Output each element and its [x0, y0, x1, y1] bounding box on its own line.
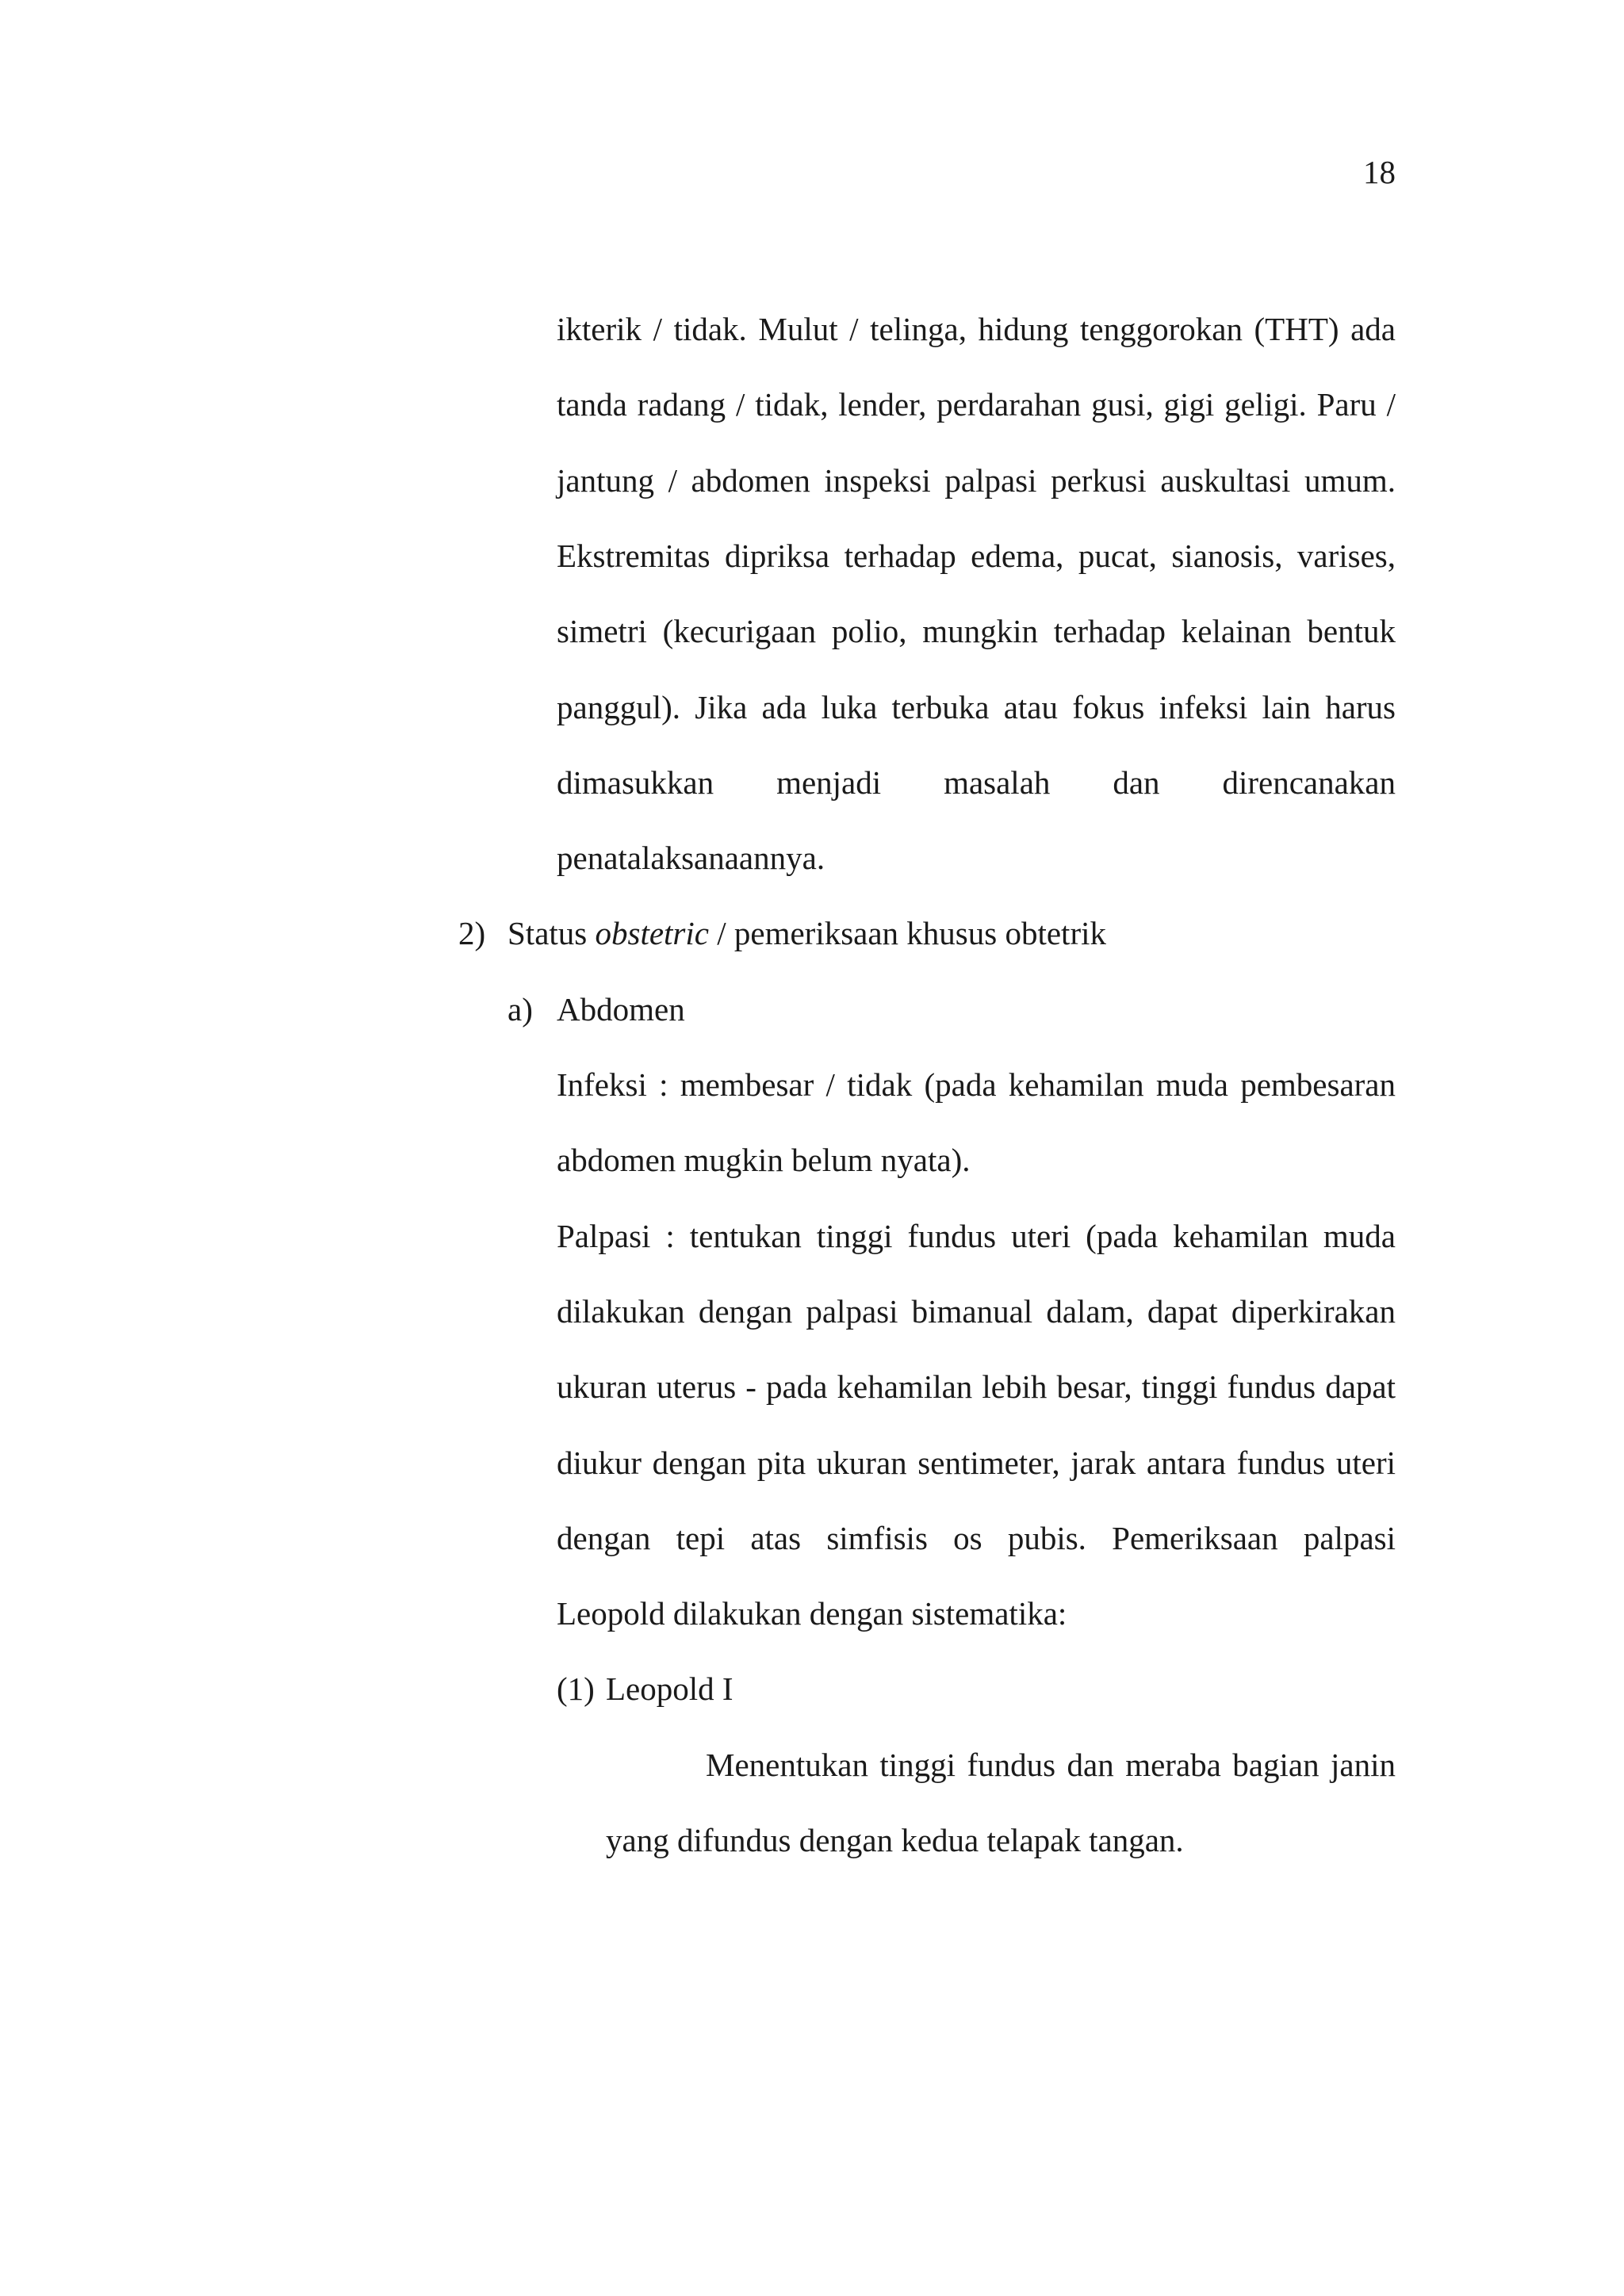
text-line: simetri (kecurigaan polio, mungkin terhadap kelainan bentuk — [557, 613, 1396, 649]
text-line: ikterik / tidak. Mulut / telinga, hidung tenggorokan (THT) ada — [557, 311, 1396, 347]
list-marker: a) — [508, 991, 533, 1027]
list-marker: 2) — [458, 915, 486, 951]
text-line: dengan tepi atas simfisis os pubis. Pemeriksaan palpasi — [557, 1520, 1396, 1556]
text-line: penatalaksanaannya. — [557, 840, 825, 876]
text-line: diukur dengan pita ukuran sentimeter, jarak antara fundus uteri — [557, 1445, 1396, 1481]
text-line: Ekstremitas dipriksa terhadap edema, pucat, sianosis, varises, — [557, 538, 1396, 574]
list-item-heading — [508, 914, 1106, 952]
text-line: dilakukan dengan palpasi bimanual dalam, dapat diperkirakan — [557, 1293, 1396, 1330]
list-item-heading: Leopold I — [606, 1670, 733, 1707]
list-item-heading: Abdomen — [557, 991, 685, 1027]
text-line: abdomen mugkin belum nyata). — [557, 1142, 971, 1178]
text-line: Leopold dilakukan dengan sistematika: — [557, 1595, 1067, 1632]
text-line: yang difundus dengan kedua telapak tangan. — [606, 1822, 1184, 1858]
heading-italic-term: obstetric — [595, 915, 709, 951]
text-line: panggul). Jika ada luka terbuka atau fokus infeksi lain harus — [557, 689, 1396, 725]
heading-text: / pemeriksaan khusus obtetrik — [708, 915, 1106, 951]
text-line: Menentukan tinggi fundus dan meraba bagian janin — [706, 1747, 1396, 1783]
text-line: tanda radang / tidak, lender, perdarahan gusi, gigi geligi. Paru / — [557, 386, 1396, 423]
heading-text: Status — [508, 915, 596, 951]
text-line: jantung / abdomen inspeksi palpasi perkusi auskultasi umum. — [557, 462, 1396, 499]
page-number: 18 — [1363, 154, 1396, 190]
text-line: Palpasi : tentukan tinggi fundus uteri (pada kehamilan muda — [557, 1218, 1396, 1254]
text-line: ukuran uterus - pada kehamilan lebih besar, tinggi fundus dapat — [557, 1368, 1396, 1405]
text-line: Infeksi : membesar / tidak (pada kehamilan muda pembesaran — [557, 1066, 1396, 1103]
list-marker: (1) — [557, 1670, 595, 1707]
text-line: dimasukkan menjadi masalah dan direncanakan — [557, 764, 1396, 801]
